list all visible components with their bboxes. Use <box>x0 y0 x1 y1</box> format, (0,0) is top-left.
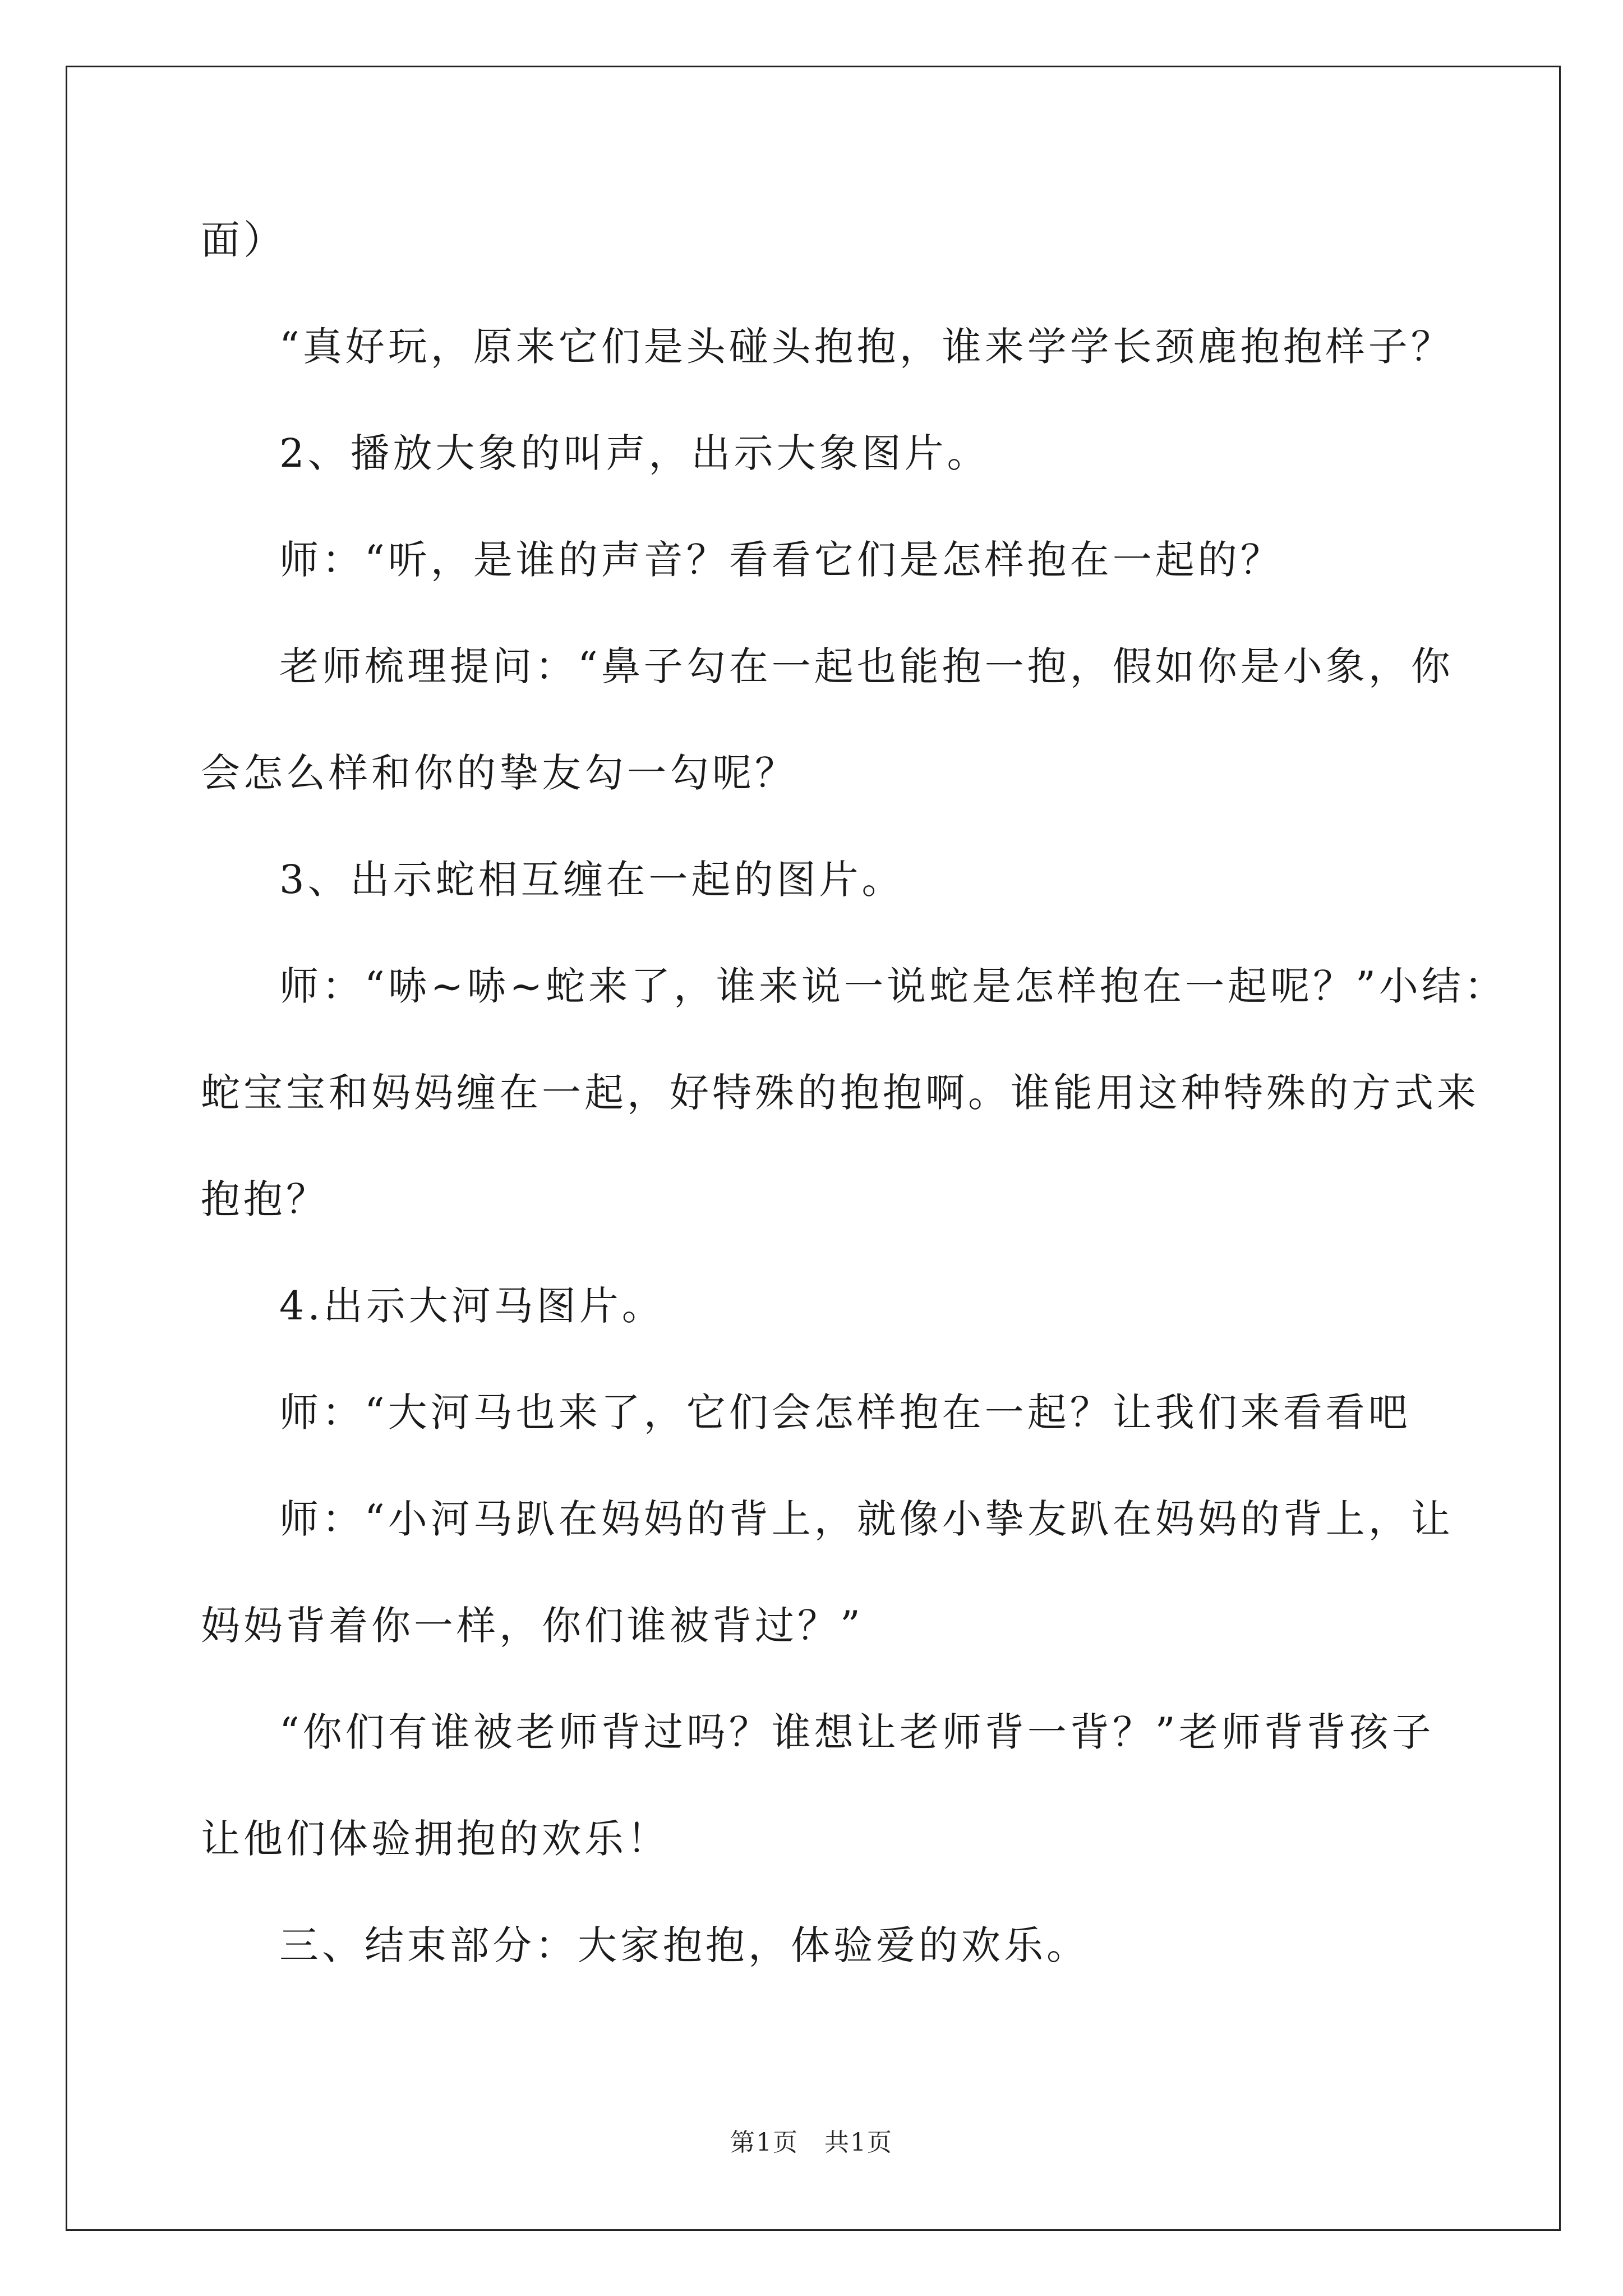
text-line: 三、结束部分：大家抱抱，体验爱的欢乐。 <box>279 1922 1089 1968</box>
text-line: 妈妈背着你一样，你们谁被背过？” <box>201 1603 864 1649</box>
page-border <box>66 66 1561 2231</box>
page-number-footer: 第1页 共1页 <box>730 2128 893 2157</box>
text-line: 师：“听，是谁的声音？看看它们是怎样抱在一起的？ <box>279 537 1283 583</box>
text-line: 抱抱？ <box>201 1176 329 1222</box>
text-line: 4.出示大河马图片。 <box>279 1283 665 1329</box>
text-line: 师：“小河马趴在妈妈的背上，就像小挚友趴在妈妈的背上，让 <box>279 1496 1454 1542</box>
text-line: 面） <box>201 217 286 263</box>
text-line: 蛇宝宝和妈妈缠在一起，好特殊的抱抱啊。谁能用这种特殊的方式来 <box>201 1070 1479 1116</box>
text-line: 2、播放大象的叫声，出示大象图片。 <box>279 430 990 476</box>
text-line: 师：“大河马也来了，它们会怎样抱在一起？让我们来看看吧 <box>279 1389 1411 1435</box>
text-line: 让他们体验拥抱的欢乐！ <box>201 1816 670 1862</box>
text-line: 会怎么样和你的挚友勾一勾呢？ <box>201 750 797 796</box>
text-line: 3、出示蛇相互缠在一起的图片。 <box>279 857 905 903</box>
text-line: 老师梳理提问：“鼻子勾在一起也能抱一抱，假如你是小象，你 <box>279 643 1454 689</box>
text-line: “你们有谁被老师背过吗？谁想让老师背一背？”老师背背孩子 <box>279 1709 1435 1755</box>
text-line: 师：“哧~哧~蛇来了，谁来说一说蛇是怎样抱在一起呢？”小结： <box>279 963 1507 1009</box>
text-line: “真好玩，原来它们是头碰头抱抱，谁来学学长颈鹿抱抱样子？ <box>279 324 1454 370</box>
